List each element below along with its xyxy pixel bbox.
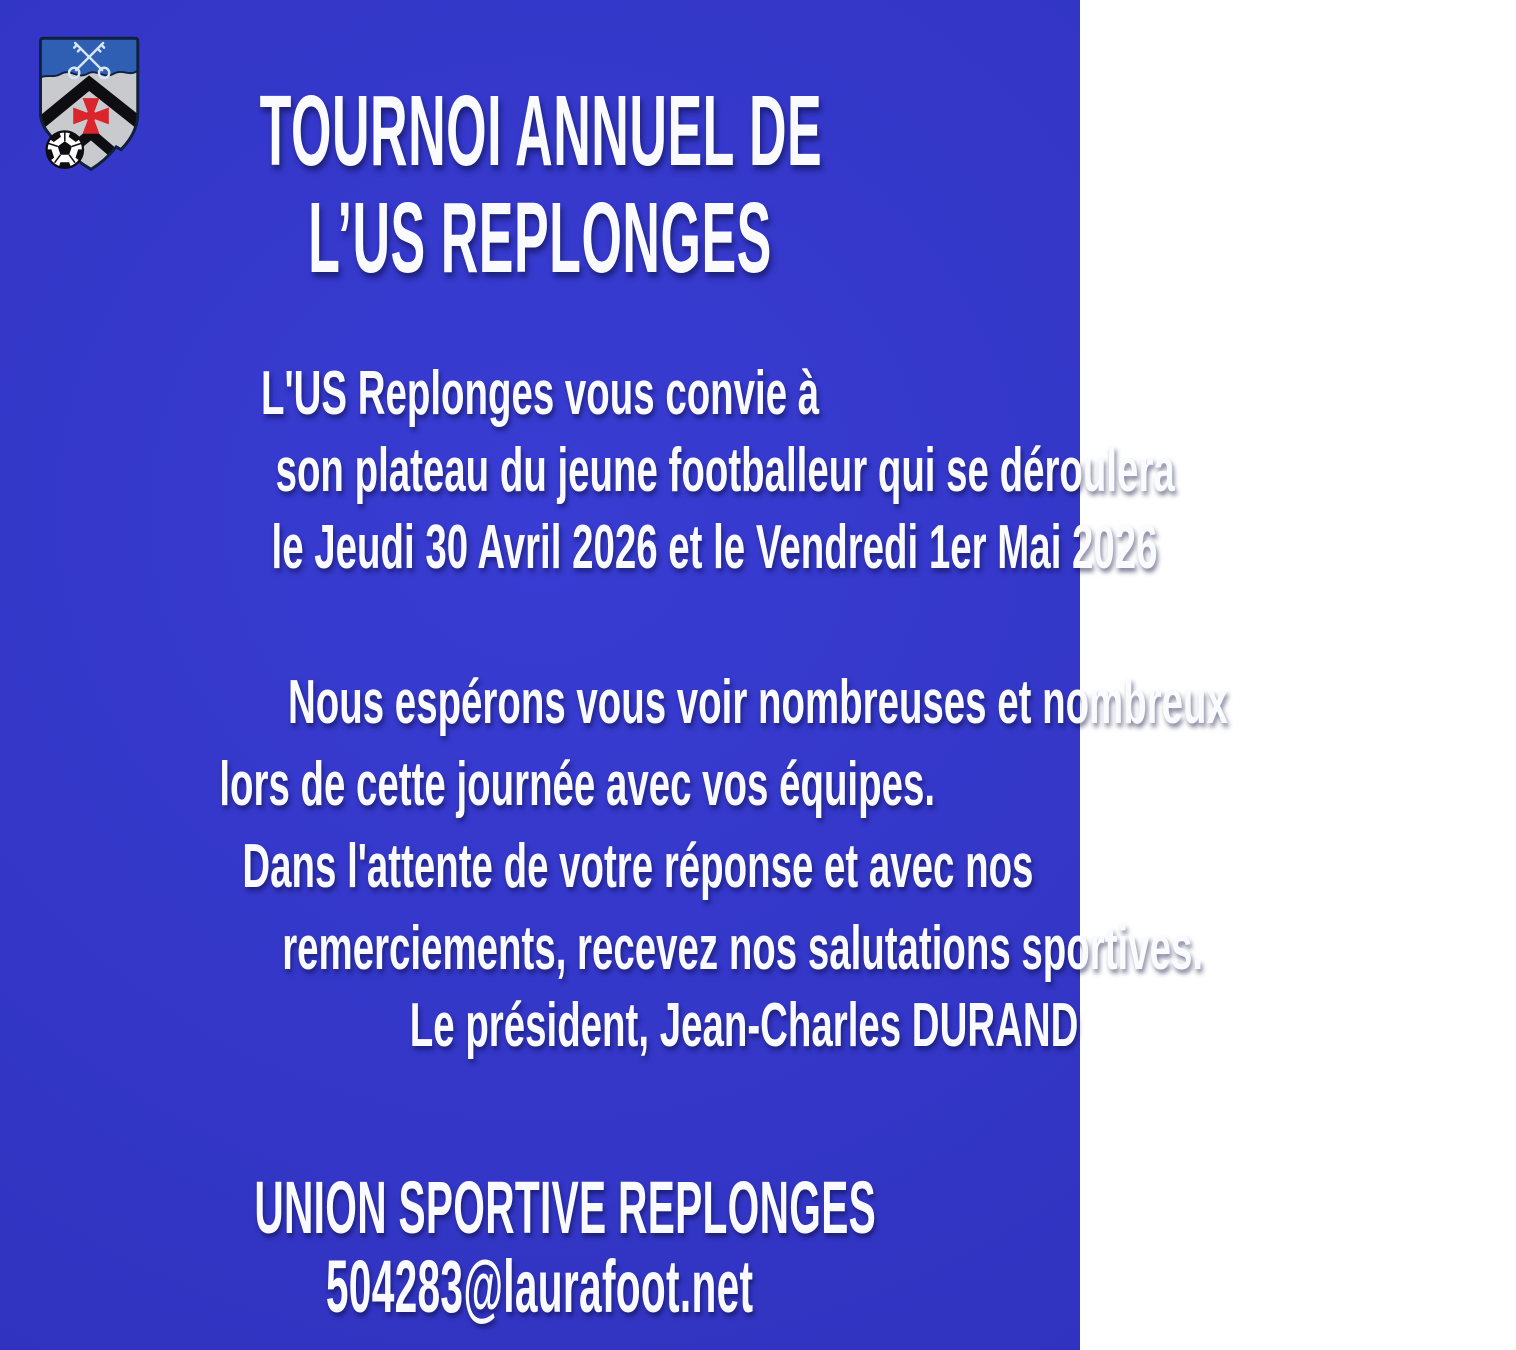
closing-line xyxy=(0,662,1228,744)
invitation-line xyxy=(0,432,1175,509)
poster-title xyxy=(0,75,1080,294)
closing-line-4-text: remerciements, recevez nos salutations sportives. xyxy=(282,914,1204,983)
club-name: UNION SPORTIVE REPLONGES xyxy=(254,1166,877,1249)
closing-line xyxy=(0,908,1204,990)
closing-line xyxy=(0,744,1080,826)
invitation-line-1-text: L'US Replonges vous convie à xyxy=(260,359,820,428)
signature-text: Le président, Jean-Charles DURAND xyxy=(409,991,1079,1060)
invitation-line-3-text: le Jeudi 30 Avril 2026 et le Vendredi 1er Mai 2026 xyxy=(271,513,1158,582)
club-email: 504283@laurafoot.net xyxy=(326,1245,754,1328)
invitation-line-2-text: son plateau du jeune footballeur qui se déroulera xyxy=(275,436,1175,505)
closing-paragraph xyxy=(0,662,1228,990)
signature-line xyxy=(0,991,1079,1060)
title-line-1-text: TOURNOI ANNUEL DE xyxy=(259,75,823,187)
closing-line-2-text: lors de cette journée avec vos équipes. xyxy=(219,750,936,819)
poster-footer xyxy=(0,1168,1080,1326)
invitation-line xyxy=(0,509,1158,586)
club-name-line xyxy=(0,1168,1080,1247)
invitation-line xyxy=(0,355,1080,432)
invitation-paragraph xyxy=(0,355,1175,586)
closing-line-1-text: Nous espérons vous voir nombreuses et nombreux xyxy=(288,668,1228,737)
closing-line xyxy=(0,826,1080,908)
closing-line-3-text: Dans l'attente de votre réponse et avec nos xyxy=(242,832,1034,901)
title-line-1 xyxy=(0,75,1080,187)
club-email-line xyxy=(0,1247,1080,1326)
title-line-2-text: L’US REPLONGES xyxy=(308,182,772,294)
title-line-2 xyxy=(0,182,1080,294)
